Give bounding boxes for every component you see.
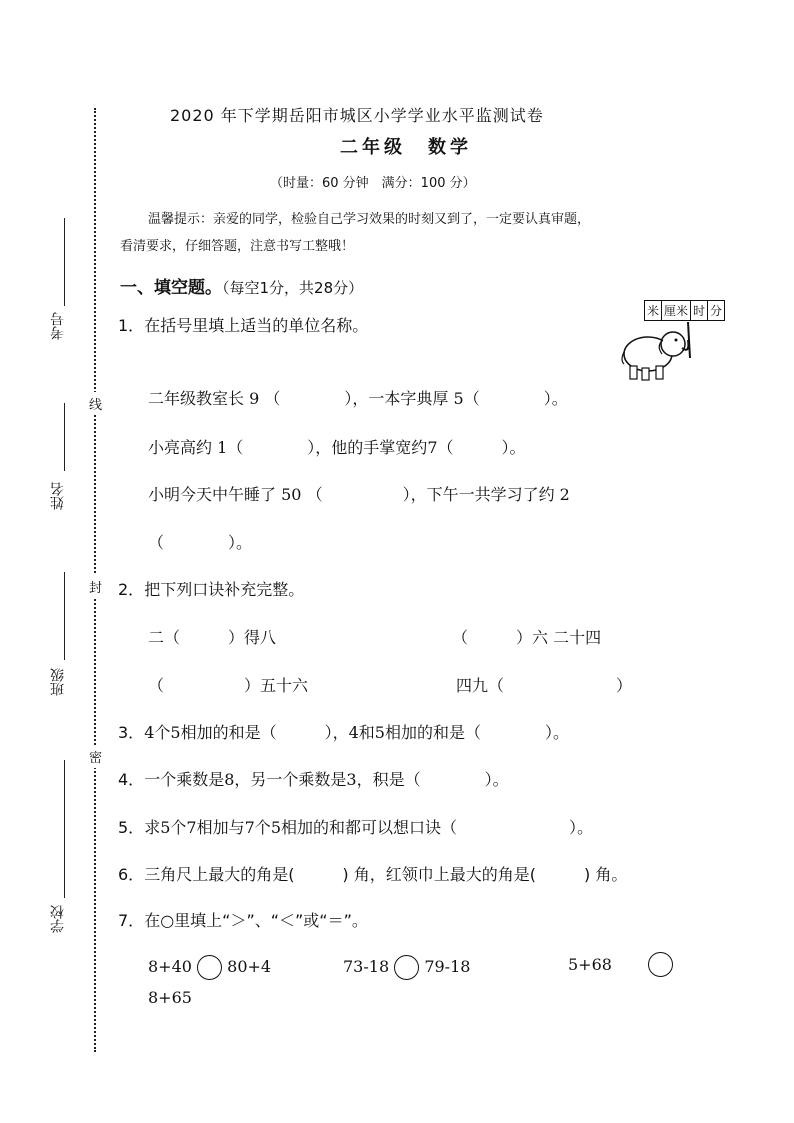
answer-circle[interactable] xyxy=(394,955,419,980)
exam-subtitle: 二年级 数学 xyxy=(340,137,472,158)
question-1-line-2 xyxy=(148,435,526,458)
question-number: 2． xyxy=(118,580,145,599)
exam-title: 2020 年下学期岳阳市城区小学学业水平监测试卷 xyxy=(170,106,544,125)
answer-circle[interactable] xyxy=(197,955,222,980)
text: 和 xyxy=(358,723,375,742)
sign-cell: 分 xyxy=(708,301,725,321)
number: 2 xyxy=(559,485,570,504)
time-info: （时量：60 分钟 满分：100 分） xyxy=(270,176,476,191)
answer-circle[interactable] xyxy=(648,952,673,977)
compare-1 xyxy=(148,955,271,980)
question-4 xyxy=(118,767,509,790)
question-3 xyxy=(118,720,569,743)
text: （ ），一本字典厚 xyxy=(264,389,449,408)
text: （ ），下午一共学习了约 xyxy=(306,485,555,504)
text: 二年级教室长 xyxy=(148,389,245,408)
number: 8 xyxy=(224,770,235,789)
text: 个 xyxy=(154,723,171,742)
seal-seal-char: 封 xyxy=(89,575,102,598)
text: 求 xyxy=(144,818,161,837)
text: （ ），他的手掌宽约 xyxy=(227,438,428,457)
sign-cell: 时 xyxy=(691,301,708,321)
exam-no-blank xyxy=(64,218,65,306)
expression-right: 80+4 xyxy=(227,957,272,976)
question-1-line-4: （ ）。 xyxy=(148,533,253,552)
seal-line-char: 线 xyxy=(89,392,102,415)
exam-no-label: 考号 xyxy=(50,312,66,340)
tip-line-1: 温馨提示：亲爱的同学，检验自己学习效果的时刻又到了，一定要认真审题， xyxy=(148,212,591,227)
question-7-stem xyxy=(118,908,368,931)
rhyme-a: 二（ ）得八 xyxy=(148,628,277,647)
text: 个 xyxy=(254,818,271,837)
text: 个 xyxy=(170,818,187,837)
question-text: 三角尺上最大的角是( ) 角，红领巾上最大的角是( ) 角。 xyxy=(144,865,628,884)
rhyme-c: （ ）五十六 xyxy=(148,676,309,695)
question-2-stem xyxy=(118,577,304,600)
question-1-stem xyxy=(118,313,368,336)
question-number: 4． xyxy=(118,770,145,789)
expression-left: 73-18 xyxy=(343,957,390,976)
number: 1 xyxy=(217,438,228,457)
rhyme-b: （ ）六 二十四 xyxy=(452,628,602,647)
section-score: （每空1分，共28分） xyxy=(222,279,364,297)
text: ，另一个乘数是 xyxy=(234,770,347,789)
question-text: 在括号里填上适当的单位名称。 xyxy=(144,316,369,335)
question-text: 在○里填上“＞”、“＜”或“＝”。 xyxy=(144,911,368,930)
number: 5 xyxy=(270,818,281,837)
school-label: 学校 xyxy=(50,905,66,933)
text: 相加的和是（ ）。 xyxy=(384,723,569,742)
number: 4 xyxy=(144,723,155,742)
question-number: 7． xyxy=(118,911,145,930)
text: 一个乘数是 xyxy=(144,770,225,789)
number: 50 xyxy=(281,485,302,504)
text: 小明今天中午睡了 xyxy=(148,485,277,504)
name-label: 姓名 xyxy=(50,482,66,510)
question-number: 6． xyxy=(118,865,145,884)
compare-2 xyxy=(343,955,470,980)
question-1-line-3 xyxy=(148,482,570,505)
sign-cell: 厘米 xyxy=(662,301,691,321)
number: 5 xyxy=(160,818,171,837)
question-1-line-1 xyxy=(148,386,568,409)
number: 9 xyxy=(249,389,260,408)
number: 3 xyxy=(346,770,357,789)
text: ，积是（ ）。 xyxy=(356,770,509,789)
number: 5 xyxy=(374,723,385,742)
number: 7 xyxy=(186,818,197,837)
class-blank xyxy=(64,572,65,660)
class-label: 班级 xyxy=(50,668,66,696)
question-number: 1． xyxy=(118,316,145,335)
text: 相加的和都可以想口诀（ ）。 xyxy=(281,818,594,837)
text: （ ）。 xyxy=(463,389,568,408)
seal-secret-char: 密 xyxy=(89,745,102,768)
text: 相加与 xyxy=(196,818,245,837)
tip-line-2: 看清要求，仔细答题，注意书写工整哦！ xyxy=(120,239,355,254)
number: 5 xyxy=(453,389,464,408)
text: （ ）。 xyxy=(437,438,526,457)
expression-left: 8+40 xyxy=(148,957,192,976)
question-number: 5． xyxy=(118,818,145,837)
question-6 xyxy=(118,862,627,885)
question-text: 把下列口诀补充完整。 xyxy=(144,580,305,599)
number: 7 xyxy=(244,818,255,837)
name-blank xyxy=(64,403,65,471)
section-heading xyxy=(120,273,363,298)
section-title: 一、填空题。 xyxy=(120,278,222,298)
expression-right: 79-18 xyxy=(424,957,471,976)
rhyme-d: 四九（ ） xyxy=(456,676,633,695)
question-5 xyxy=(118,815,593,838)
compare-3-right: 8+65 xyxy=(148,988,192,1007)
elephant-illustration xyxy=(618,318,704,384)
school-blank xyxy=(64,760,65,898)
compare-3-left: 5+68 xyxy=(568,955,612,974)
text: 小亮高约 xyxy=(148,438,213,457)
sign-cell: 米 xyxy=(645,301,662,321)
number: 4 xyxy=(348,723,359,742)
number: 7 xyxy=(427,438,438,457)
number: 5 xyxy=(170,723,181,742)
text: 相加的和是（ ）， xyxy=(180,723,349,742)
question-number: 3． xyxy=(118,723,145,742)
